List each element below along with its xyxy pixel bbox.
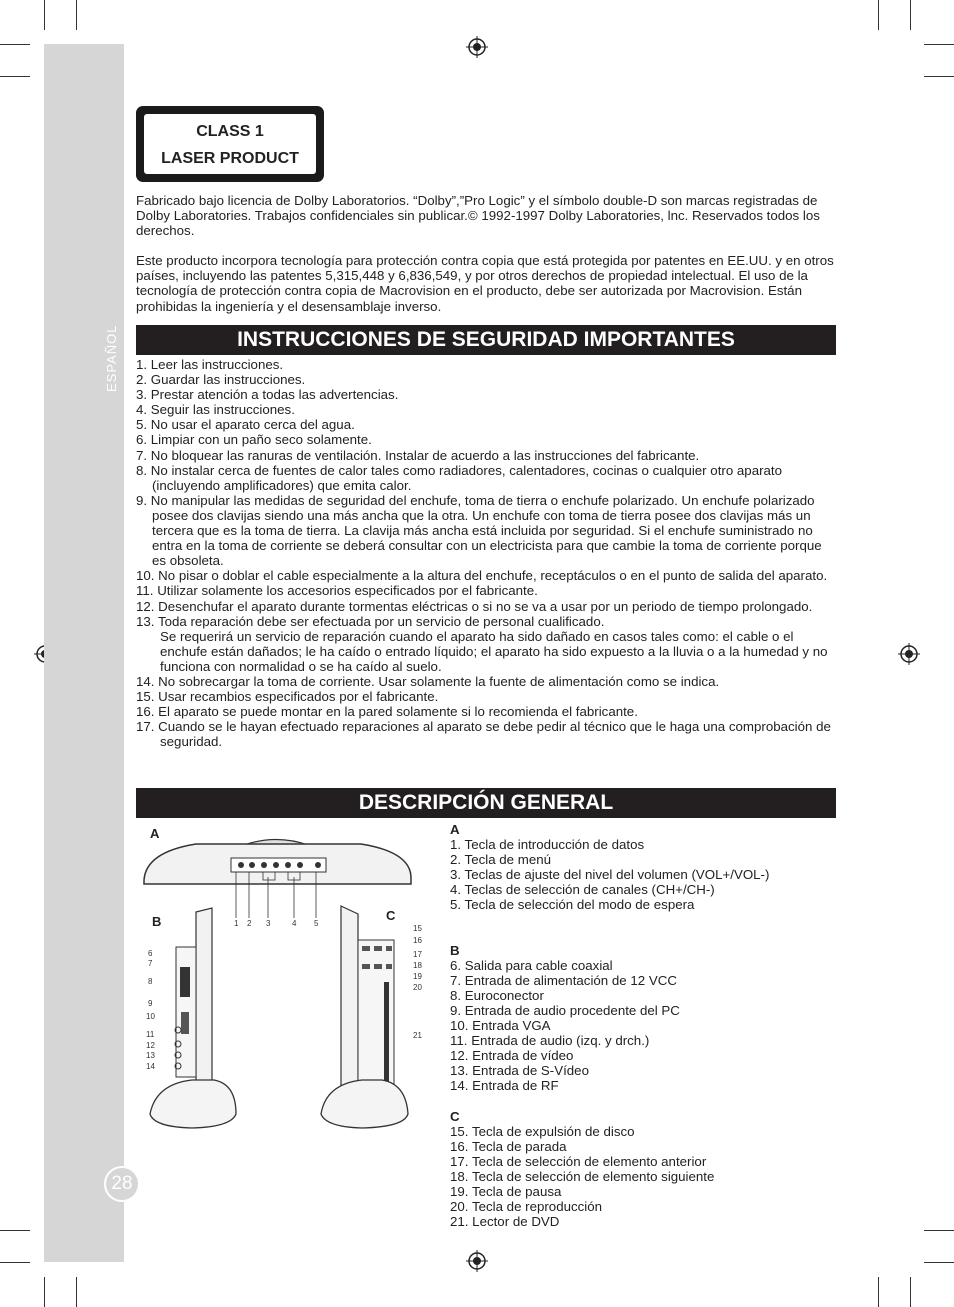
callout-number: 4	[292, 919, 297, 928]
list-item: 19. Tecla de pausa	[450, 1183, 562, 1199]
registration-mark-icon	[466, 1250, 488, 1272]
crop-mark	[0, 44, 30, 45]
callout-number: 3	[266, 919, 271, 928]
list-item: 15. Tecla de expulsión de disco	[450, 1123, 635, 1139]
diagram-label-b: B	[152, 914, 162, 929]
list-item: 10. Entrada VGA	[450, 1018, 551, 1034]
laser-class-line2: LASER PRODUCT	[161, 150, 299, 167]
callout-number: 20	[413, 983, 422, 992]
tv-diagram	[136, 822, 436, 1132]
crop-mark	[878, 0, 879, 30]
diagram-label-a: A	[150, 826, 160, 841]
crop-mark	[910, 1277, 911, 1307]
callout-number: 16	[413, 936, 422, 945]
description-group-c	[450, 1109, 850, 1230]
list-item: 13. Toda reparación debe ser efectuada por un servicio de personal cualificado.	[136, 613, 605, 629]
callout-number: 18	[413, 961, 422, 970]
crop-mark	[76, 0, 77, 30]
list-item: 18. Tecla de selección de elemento siguiente	[450, 1168, 715, 1184]
group-heading: B	[450, 942, 460, 958]
diagram-label-c: C	[386, 908, 396, 923]
registration-mark-icon	[466, 36, 488, 58]
callout-number: 5	[314, 919, 319, 928]
crop-mark	[0, 76, 30, 77]
callout-number: 19	[413, 972, 422, 981]
crop-mark	[924, 76, 954, 77]
general-section-title: DESCRIPCIÓN GENERAL	[136, 788, 836, 818]
callout-number: 14	[146, 1062, 155, 1071]
list-item: 4. Teclas de selección de canales (CH+/CH-)	[450, 882, 715, 898]
list-item: 15. Usar recambios especificados por el fabricante.	[136, 689, 439, 705]
list-item: 20. Tecla de reproducción	[450, 1199, 603, 1215]
callout-number: 2	[247, 919, 252, 928]
laser-class-label	[136, 106, 324, 182]
list-item: 5. Tecla de selección del modo de espera	[450, 897, 695, 913]
crop-mark	[910, 0, 911, 30]
list-item: 10. No pisar o doblar el cable especialmente a la altura del enchufe, receptáculos o en el punto de salida del aparato.	[136, 568, 828, 584]
dolby-notice: Fabricado bajo licencia de Dolby Laboratorios. “Dolby”,”Pro Logic” y el símbolo double-D son marcas registradas de Dolby Laboratories. Trabajos confidenciales sin publicar.© 1992-1997 Dolby Laboratories, lnc. Reservados todos los derechos.	[136, 193, 820, 239]
list-item: 3. Prestar atención a todas las advertencias.	[136, 387, 399, 403]
callout-number: 11	[146, 1030, 155, 1039]
list-item: 13. Entrada de S-Vídeo	[450, 1063, 589, 1079]
list-item: Se requerirá un servicio de reparación cuando el aparato ha sido dañado en casos tales como: el cable o el enchufe están dañados; le ha caído o entrado líquido; el aparato ha sido expuesto a la lluvia o a la humedad y no funciona con normalidad o se ha caído al suelo.	[160, 628, 828, 674]
crop-mark	[924, 1230, 954, 1231]
callout-number: 8	[148, 977, 153, 986]
list-item: 8. No instalar cerca de fuentes de calor tales como radiadores, calentadores, cocinas o cualquier otro aparato (incluyendo amplificadores) que emita calor.	[136, 462, 783, 493]
safety-section-title: INSTRUCCIONES DE SEGURIDAD IMPORTANTES	[136, 325, 836, 355]
callout-number: 17	[413, 950, 422, 959]
crop-mark	[44, 1277, 45, 1307]
group-heading: A	[450, 822, 460, 837]
list-item: 9. Entrada de audio procedente del PC	[450, 1002, 680, 1018]
list-item: 1. Tecla de introducción de datos	[450, 837, 645, 853]
list-item: 4. Seguir las instrucciones.	[136, 402, 295, 418]
language-sidebar	[44, 44, 124, 1262]
callout-number: 12	[146, 1041, 155, 1050]
laser-class-line1: CLASS 1	[196, 123, 264, 140]
crop-mark	[0, 1230, 30, 1231]
callout-number: 9	[148, 999, 153, 1008]
list-item: 5. No usar el aparato cerca del agua.	[136, 417, 355, 433]
callout-number: 10	[146, 1012, 155, 1021]
list-item: 14. No sobrecargar la toma de corriente. Usar solamente la fuente de alimentación como se indica.	[136, 673, 720, 689]
callout-number: 15	[413, 924, 422, 933]
callout-number: 6	[148, 949, 153, 958]
list-item: 11. Utilizar solamente los accesorios especificados por el fabricante.	[136, 583, 538, 599]
list-item: 6. Limpiar con un paño seco solamente.	[136, 432, 372, 448]
list-item: 8. Euroconector	[450, 987, 544, 1003]
crop-mark	[924, 1262, 954, 1263]
component-descriptions	[450, 822, 850, 1229]
list-item: 9. No manipular las medidas de seguridad del enchufe, toma de tierra o enchufe polarizado. Un enchufe polarizado posee dos clavijas siendo una más ancha que la otra. Un enchufe con toma de tierra posee dos clavijas más un tercera que es la toma de tierra. La clavija más ancha está incluida por seguridad. Si el enchufe suministrado no entra en la toma de corriente se deberá consultar con un electricista para que cambie la toma de corriente porque es obsoleta.	[136, 492, 822, 569]
macrovision-notice: Este producto incorpora tecnología para protección contra copia que está protegida por patentes en EE.UU. y en otros países, incluyendo las patentes 5,315,448 y 6,836,549, y por otros derechos de propiedad intelectual. El uso de la tecnología de protección contra copia de Macrovision en el producto, debe ser autorizada por Macrovision. Están prohibidas la ingeniería y el desensamblaje inverso.	[136, 253, 834, 314]
list-item: 12. Desenchufar el aparato durante tormentas eléctricas o si no se va a usar por un periodo de tiempo prolongado.	[136, 598, 813, 614]
list-item: 6. Salida para cable coaxial	[450, 957, 613, 973]
crop-mark	[44, 0, 45, 30]
crop-mark	[0, 1262, 30, 1263]
list-item: 2. Guardar las instrucciones.	[136, 372, 306, 388]
safety-instructions-list	[136, 357, 838, 749]
registration-mark-icon	[898, 643, 920, 665]
callout-number: 13	[146, 1051, 155, 1060]
callout-number: 7	[148, 959, 153, 968]
list-item: 3. Teclas de ajuste del nivel del volumen (VOL+/VOL-)	[450, 867, 770, 883]
crop-mark	[924, 44, 954, 45]
list-item: 17. Tecla de selección de elemento anterior	[450, 1153, 707, 1169]
callout-number: 1	[234, 919, 239, 928]
language-label: ESPAÑOL	[104, 324, 119, 392]
list-item: 16. El aparato se puede montar en la pared solamente si lo recomienda el fabricante.	[136, 704, 638, 720]
list-item: 1. Leer las instrucciones.	[136, 357, 284, 372]
list-item: 17. Cuando se le hayan efectuado reparaciones al aparato se debe pedir al técnico que le haga una comprobación de seguridad.	[136, 719, 831, 750]
group-heading: C	[450, 1108, 460, 1124]
description-group-b	[450, 943, 850, 1094]
description-group-a	[450, 822, 850, 913]
tv-device-illustration	[136, 822, 436, 1132]
list-item: 12. Entrada de vídeo	[450, 1048, 574, 1064]
page-number: 28	[104, 1166, 140, 1202]
list-item: 7. Entrada de alimentación de 12 VCC	[450, 972, 677, 988]
list-item: 2. Tecla de menú	[450, 852, 552, 868]
crop-mark	[878, 1277, 879, 1307]
callout-number: 21	[413, 1031, 422, 1040]
list-item: 21. Lector de DVD	[450, 1214, 560, 1230]
list-item: 14. Entrada de RF	[450, 1078, 559, 1094]
list-item: 16. Tecla de parada	[450, 1138, 567, 1154]
crop-mark	[76, 1277, 77, 1307]
list-item: 7. No bloquear las ranuras de ventilación. Instalar de acuerdo a las instrucciones del fabricante.	[136, 447, 700, 463]
list-item: 11. Entrada de audio (izq. y drch.)	[450, 1033, 650, 1049]
